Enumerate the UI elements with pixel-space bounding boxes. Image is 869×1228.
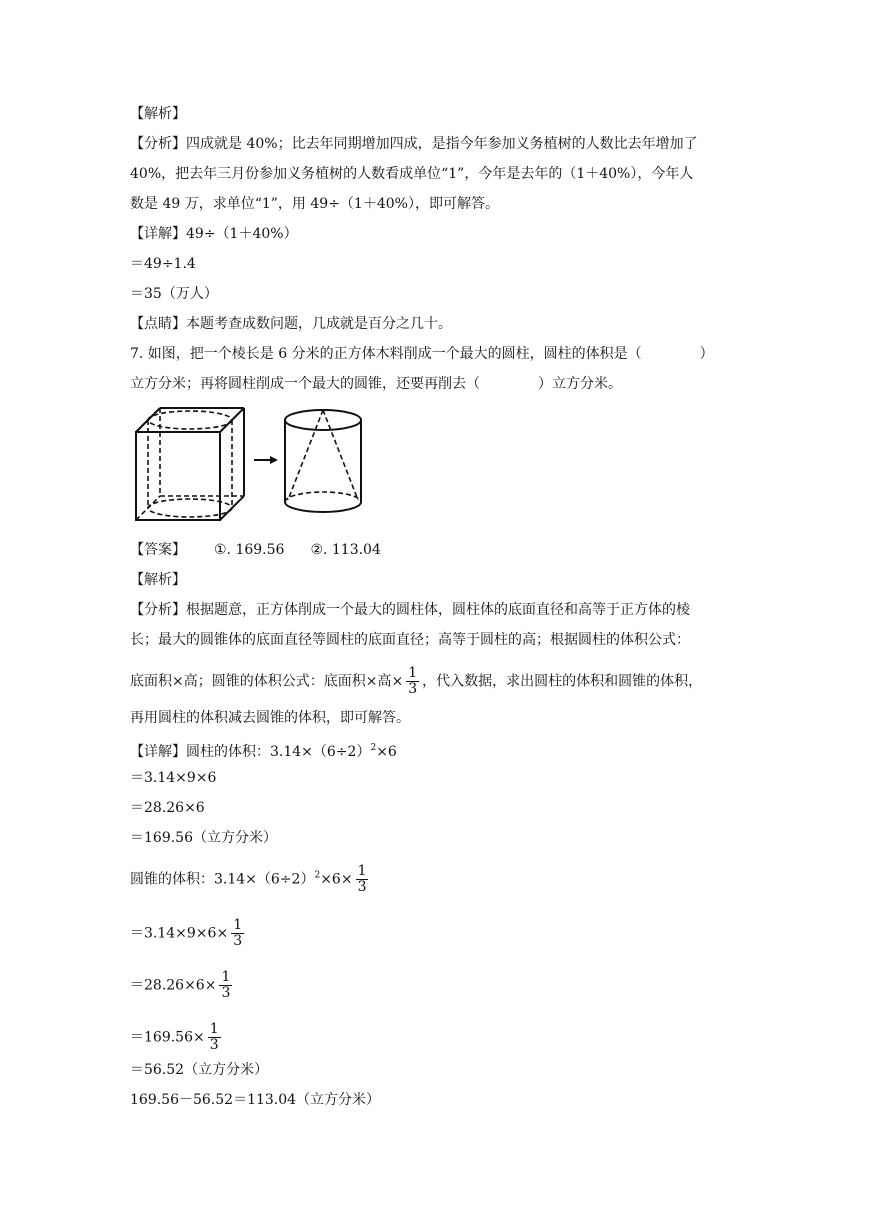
q7-jiexi: 【解析】 [130, 572, 186, 588]
final-difference-line: 169.56－56.52＝113.04（立方分米） [130, 1092, 381, 1108]
exponent-square: 2 [314, 870, 321, 881]
answer-label: 【答案】 [130, 542, 186, 558]
fraction-numerator: 1 [233, 917, 243, 933]
fraction-numerator: 1 [209, 1021, 219, 1037]
cube-to-cylinder-cone-figure [130, 404, 380, 526]
cone-text-a: 圆锥的体积：3.14×（6÷2） [130, 871, 315, 888]
cone-volume-line-4 [130, 1022, 224, 1053]
fraction-denominator: 3 [408, 681, 418, 697]
q7-blank-1-close: ） [699, 346, 714, 362]
prev-fenxi-line-1: 【分析】四成就是 40%；比去年同期增加四成，是指今年参加义务植树的人数比去年增加了 [130, 136, 698, 152]
cylinder-text-a: 【详解】圆柱的体积：3.14×（6÷2） [130, 744, 371, 760]
prev-jiexi: 【解析】 [130, 106, 186, 122]
cone-volume-line-2 [130, 918, 247, 949]
q7-fenxi-line-3 [130, 666, 702, 697]
fraction-numerator: 1 [408, 665, 418, 681]
fraction-numerator: 1 [221, 969, 231, 985]
q7-question-text-2: 立方分米；再将圆柱削成一个最大的圆锥，还要再削去（ [130, 376, 480, 392]
q7-question-text-1: 7. 如图，把一个棱长是 6 分米的正方体木料削成一个最大的圆柱，圆柱的体积是（ [130, 346, 642, 362]
q7-fenxi-line-2: 长；最大的圆锥体的底面直径等圆柱的底面直径；高等于圆柱的高；根据圆柱的体积公式： [130, 632, 690, 648]
fenxi-text-3b: ，代入数据，求出圆柱的体积和圆锥的体积， [422, 673, 703, 690]
fraction-one-third [406, 666, 419, 697]
exponent-square: 2 [370, 743, 377, 753]
prev-fenxi-line-3: 数是 49 万，求单位“1”，用 49÷（1＋40%），即可解答。 [130, 196, 499, 212]
fraction-one-third [219, 970, 232, 1001]
fenxi-text-3a: 底面积×高；圆锥的体积公式：底面积×高× [130, 673, 404, 690]
cylinder-volume-line-2: ＝3.14×9×6 [130, 770, 217, 786]
fraction-one-third [231, 918, 244, 949]
prev-xiangjie-line-1: 【详解】49÷（1＋40%） [130, 226, 298, 242]
answer-2: ②. 113.04 [310, 542, 381, 558]
q7-answer-line [130, 540, 381, 560]
cone-text-b: ×6× [320, 871, 353, 888]
arrow-icon [254, 456, 278, 464]
cube-with-cylinder-drawing [136, 408, 244, 520]
fraction-denominator: 3 [233, 933, 243, 949]
prev-xiangjie-line-2: ＝49÷1.4 [130, 256, 196, 272]
fraction-denominator: 3 [209, 1037, 219, 1053]
fraction-numerator: 1 [357, 863, 367, 879]
cylinder-text-b: ×6 [376, 744, 397, 760]
fraction-one-third [208, 1022, 221, 1053]
cone-volume-line-3 [130, 970, 235, 1001]
cone-text-4: ＝169.56× [130, 1029, 205, 1046]
prev-dianjing: 【点睛】本题考查成数问题，几成就是百分之几十。 [130, 316, 452, 332]
cylinder-with-cone-drawing [285, 410, 361, 512]
q7-blank-2-close: ）立方分米。 [538, 376, 622, 392]
prev-fenxi-line-2: 40%，把去年三月份参加义务植树的人数看成单位“1”，今年是去年的（1＋40%），今年人 [130, 166, 694, 182]
fraction-denominator: 3 [357, 879, 367, 895]
cylinder-volume-line-1 [130, 738, 397, 762]
fraction-one-third [356, 864, 369, 895]
fraction-denominator: 3 [221, 985, 231, 1001]
cone-text-2: ＝3.14×9×6× [130, 925, 229, 942]
answer-1: ①. 169.56 [214, 542, 285, 558]
cone-text-3: ＝28.26×6× [130, 977, 217, 994]
q7-fenxi-line-1: 【分析】根据题意，正方体削成一个最大的圆柱体，圆柱体的底面直径和高等于正方体的棱 [130, 602, 690, 618]
cylinder-volume-line-4: ＝169.56（立方分米） [130, 830, 277, 846]
prev-xiangjie-line-3: ＝35（万人） [130, 286, 218, 302]
cone-volume-line-1 [130, 864, 371, 895]
cylinder-volume-line-3: ＝28.26×6 [130, 800, 205, 816]
q7-question-line-1 [130, 344, 714, 364]
cone-volume-line-5: ＝56.52（立方分米） [130, 1062, 269, 1078]
q7-question-line-2 [130, 374, 622, 394]
q7-fenxi-line-4: 再用圆柱的体积减去圆锥的体积，即可解答。 [130, 710, 410, 726]
